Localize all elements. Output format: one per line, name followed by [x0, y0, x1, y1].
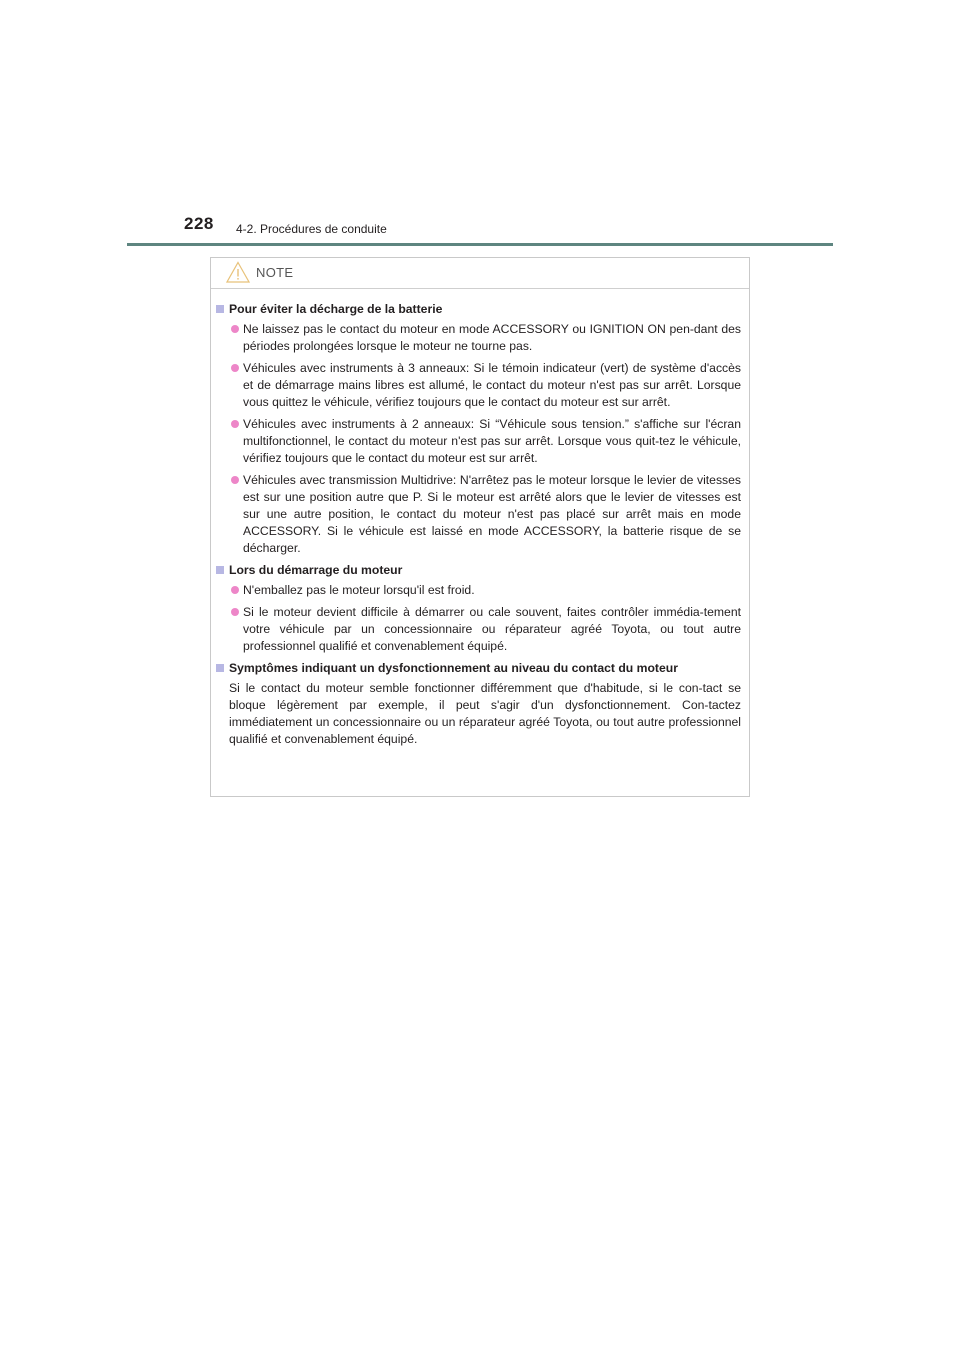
circle-bullet-icon — [231, 364, 239, 372]
square-bullet-icon — [216, 305, 224, 313]
list-item-text: Véhicules avec transmission Multidrive: N'arrêtez pas le moteur lorsque le levier de vitesses est sur une position autre que P. Si le moteur est arrêté alors que le levier de vitesses est sur une autre position, le contact du moteur n'est pas placé sur arrêt mais en mode ACCESSORY. Si le véhicule est laissé en mode ACCESSORY, la batterie risque de se décharger. — [243, 473, 741, 555]
note-label: NOTE — [256, 265, 294, 280]
page-number: 228 — [184, 214, 214, 233]
note-body — [211, 289, 749, 748]
list-item — [216, 604, 741, 655]
list-item — [216, 360, 741, 411]
list-item-text: Ne laissez pas le contact du moteur en mode ACCESSORY ou IGNITION ON pen-dant des périodes prolongées lorsque le moteur ne tourne pas. — [243, 322, 741, 353]
circle-bullet-icon — [231, 325, 239, 333]
section-heading-text: Pour éviter la décharge de la batterie — [229, 302, 443, 316]
list-item — [216, 321, 741, 355]
list-item-text: Véhicules avec instruments à 2 anneaux: Si “Véhicule sous tension.” s'affiche sur l'écran multifonctionnel, le contact du moteur n'est pas sur arrêt. Lorsque vous quit-tez le véhicule, vérifiez toujours que le contact du moteur est sur arrêt. — [243, 417, 741, 465]
circle-bullet-icon — [231, 420, 239, 428]
section-heading — [216, 660, 741, 677]
square-bullet-icon — [216, 664, 224, 672]
header-rule — [127, 243, 833, 246]
section-heading — [216, 562, 741, 579]
note-box — [210, 257, 750, 797]
section-title: 4-2. Procédures de conduite — [236, 222, 387, 236]
section-paragraph: Si le contact du moteur semble fonctionner différemment que d'habitude, si le con-tact se bloque légèrement par exemple, il peut s'agir d'un dysfonctionnement. Con-tactez immédiatement un concessionnaire ou un réparateur agréé Toyota, ou tout autre professionnel qualifié et convenablement équipé. — [229, 681, 741, 746]
note-header — [211, 258, 749, 289]
circle-bullet-icon — [231, 586, 239, 594]
page-header — [184, 214, 834, 238]
list-item-text: N'emballez pas le moteur lorsqu'il est froid. — [243, 583, 475, 597]
circle-bullet-icon — [231, 476, 239, 484]
list-item-text: Véhicules avec instruments à 3 anneaux: Si le témoin indicateur (vert) de système d'accès et de démarrage mains libres est allumé, le contact du moteur n'est pas sur arrêt. Lorsque vous quittez le véhicule, vérifiez toujours que le contact du moteur est sur arrêt. — [243, 361, 741, 409]
square-bullet-icon — [216, 566, 224, 574]
list-item — [216, 416, 741, 467]
list-item — [216, 472, 741, 557]
circle-bullet-icon — [231, 608, 239, 616]
warning-triangle-icon — [226, 261, 250, 283]
section-heading-text: Symptômes indiquant un dysfonctionnement au niveau du contact du moteur — [229, 661, 678, 675]
section-heading — [216, 301, 741, 318]
list-item-text: Si le moteur devient difficile à démarrer ou cale souvent, faites contrôler immédia-tement votre véhicule par un concessionnaire ou réparateur agréé Toyota, ou tout autre professionnel qualifié et convenablement équipé. — [243, 605, 741, 653]
list-item — [216, 582, 741, 599]
section-heading-text: Lors du démarrage du moteur — [229, 563, 403, 577]
